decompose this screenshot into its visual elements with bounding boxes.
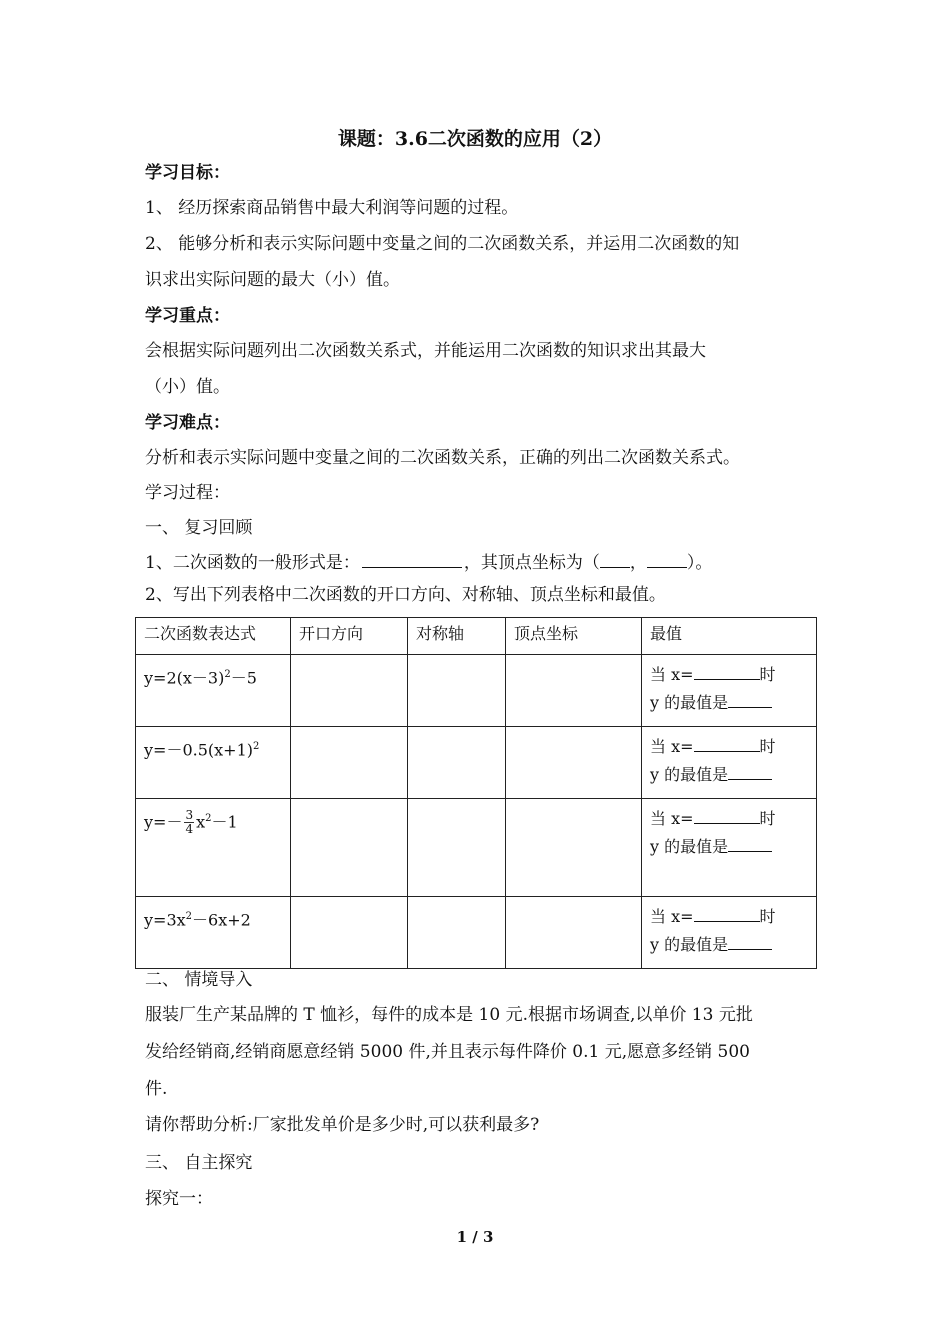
header-expression: 二次函数表达式	[136, 618, 291, 655]
section3-heading: 三、 自主探究	[145, 1153, 253, 1173]
opening-cell[interactable]	[291, 897, 408, 969]
header-opening: 开口方向	[291, 618, 408, 655]
q1-text-b: ，其顶点坐标为（	[463, 553, 600, 573]
scenario-line2: 发给经销商,经销商愿意经销 5000 件,并且表示每件降价 0.1 元,愿意多经销 500	[145, 1042, 750, 1062]
scenario-line1: 服装厂生产某品牌的 T 恤衫，每件的成本是 10 元.根据市场调查,以单价 13 元批	[145, 1005, 753, 1025]
expression-cell: $y=-0.5(x+1)^2$	[136, 727, 291, 799]
expression-cell: $y=3x^2-6x+2$	[136, 897, 291, 969]
vertex-cell[interactable]	[506, 897, 642, 969]
header-vertex: 顶点坐标	[506, 618, 642, 655]
focus-line1: 会根据实际问题列出二次函数关系式，并能运用二次函数的知识求出其最大	[145, 341, 706, 361]
opening-cell[interactable]	[291, 727, 408, 799]
goal-item-2-line2: 识求出实际问题的最大（小）值。	[145, 270, 400, 290]
goal-item-2-line1: 2、 能够分析和表示实际问题中变量之间的二次函数关系，并运用二次函数的知	[145, 234, 740, 254]
focus-heading: 学习重点：	[145, 306, 230, 326]
fraction: $\frac{3}{4}$	[185, 808, 194, 837]
scenario-question: 请你帮助分析:厂家批发单价是多少时,可以获利最多?	[145, 1115, 540, 1135]
table-row	[136, 727, 817, 799]
table-header-row	[136, 618, 817, 655]
process-heading: 学习过程：	[145, 483, 230, 503]
q1-text-d: ）。	[686, 553, 713, 573]
vertex-cell[interactable]	[506, 799, 642, 897]
review-question-2: 2、写出下列表格中二次函数的开口方向、对称轴、顶点坐标和最值。	[145, 585, 666, 605]
header-extreme: 最值	[642, 618, 817, 655]
difficulty-heading: 学习难点：	[145, 413, 230, 433]
table-row	[136, 799, 817, 897]
section1-heading: 一、 复习回顾	[145, 518, 253, 538]
q1-text-a: 1、二次函数的一般形式是：	[145, 553, 360, 573]
page-title: 课题：3.6二次函数的应用（2）	[337, 128, 613, 150]
axis-cell[interactable]	[408, 799, 506, 897]
scenario-line3: 件.	[145, 1079, 168, 1099]
goals-heading: 学习目标：	[145, 163, 230, 183]
q1-text-c: ，	[629, 553, 647, 573]
expression-cell: y=－ $\frac{3}{4}$ $x^2-1$	[136, 799, 291, 897]
opening-cell[interactable]	[291, 655, 408, 727]
axis-cell[interactable]	[408, 655, 506, 727]
axis-cell[interactable]	[408, 897, 506, 969]
header-axis: 对称轴	[408, 618, 506, 655]
focus-line2: （小）值。	[145, 377, 230, 397]
expression-cell: $y=2(x-3)^2-5$	[136, 655, 291, 727]
extreme-cell[interactable]: 当 x= 时 y 的最值是	[642, 897, 817, 969]
vertex-y-blank[interactable]	[647, 549, 687, 568]
vertex-x-blank[interactable]	[600, 549, 630, 568]
opening-cell[interactable]	[291, 799, 408, 897]
table-row	[136, 897, 817, 969]
extreme-cell[interactable]: 当 x= 时 y 的最值是	[642, 655, 817, 727]
review-question-1	[145, 549, 712, 575]
extreme-cell[interactable]: 当 x= 时 y 的最值是	[642, 727, 817, 799]
vertex-cell[interactable]	[506, 655, 642, 727]
general-form-blank[interactable]	[362, 549, 462, 568]
goal-item-1: 1、 经历探索商品销售中最大利润等问题的过程。	[145, 198, 519, 218]
function-table	[135, 617, 817, 969]
vertex-cell[interactable]	[506, 727, 642, 799]
section2-heading: 二、 情境导入	[145, 970, 253, 990]
table-row	[136, 655, 817, 727]
page-number: 1 / 3	[456, 1228, 494, 1246]
exploration-1-label: 探究一：	[145, 1189, 213, 1209]
extreme-cell[interactable]: 当 x= 时 y 的最值是	[642, 799, 817, 897]
difficulty-line1: 分析和表示实际问题中变量之间的二次函数关系，正确的列出二次函数关系式。	[145, 448, 740, 468]
axis-cell[interactable]	[408, 727, 506, 799]
